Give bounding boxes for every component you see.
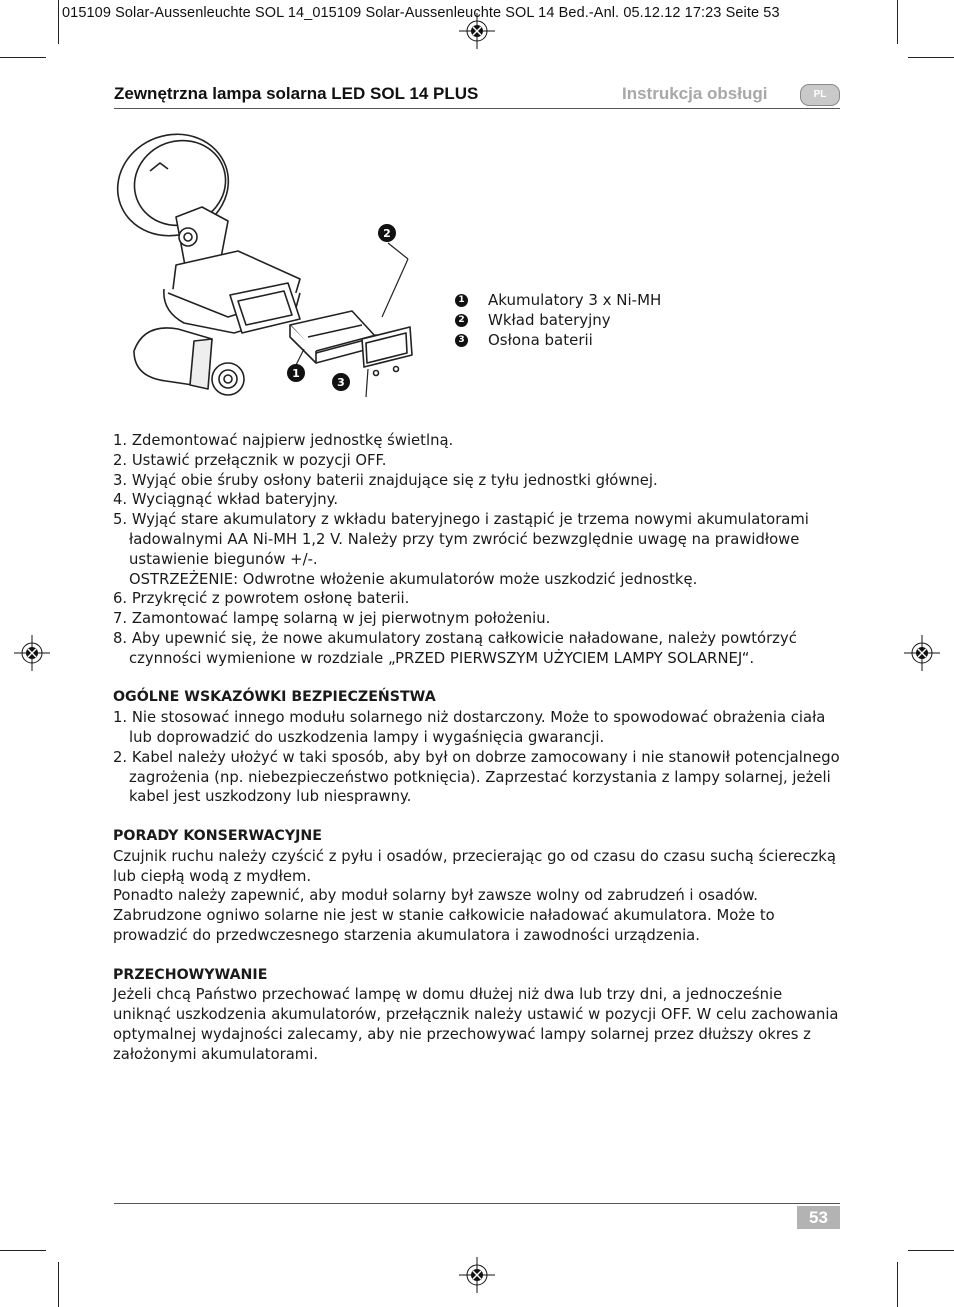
instruction-step: 5. Wyjąć stare akumulatory z wkładu bateryjnego i zastąpić je trzema nowymi akumulatorami ładowalnymi AA Ni-MH 1,2 V. Należy przy tym zwrócić bezwzględnie uwagę na prawidłowe ustawienie biegunów +/-.: [113, 511, 809, 568]
maintenance-paragraph: Czujnik ruchu należy czyścić z pyłu i osadów, przecierając go od czasu do czasu suchą ściereczką lub ciepłą wodą z mydłem.: [113, 847, 836, 885]
registration-mark-icon: [904, 635, 940, 671]
crop-mark: [908, 57, 954, 58]
page-number: 53: [797, 1206, 840, 1229]
section-heading-safety: OGÓLNE WSKAZÓWKI BEZPIECZEŃSTWA: [113, 689, 436, 706]
safety-item: 2. Kabel należy ułożyć w taki sposób, aby był on dobrze zamocowany i nie stanowił potencjalnego zagrożenia (np. niebezpieczeństwo potknięcia). Zaprzestać korzystania z lampy solarnej, jeżeli kabel jest uszkodzony lub niesprawny.: [113, 748, 840, 806]
crop-mark: [908, 1250, 954, 1251]
footer-rule: [114, 1203, 840, 1204]
instruction-step: 4. Wyciągnąć wkład bateryjny.: [113, 491, 339, 509]
section-heading-storage: PRZECHOWYWANIE: [113, 966, 268, 983]
legend-item: [455, 310, 661, 330]
safety-item: 1. Nie stosować innego modułu solarnego niż dostarczony. Może to spowodować obrażenia ciała lub doprowadzić do uszkodzenia lampy i wygaśnięcia gwarancji.: [113, 709, 826, 746]
crop-mark: [58, 1262, 59, 1307]
legend-item: [455, 290, 661, 310]
instruction-step: 1. Zdemontować najpierw jednostkę świetlną.: [113, 432, 454, 449]
section-heading-maintenance: PORADY KONSERWACYJNE: [113, 827, 322, 844]
callout-2: 2: [383, 227, 391, 240]
crop-mark: [897, 1262, 898, 1307]
crop-mark: [58, 0, 59, 44]
lamp-battery-illustration: [110, 125, 440, 410]
callout-3: 3: [337, 376, 345, 389]
registration-mark-icon: [459, 1257, 495, 1293]
crop-mark: [0, 1250, 46, 1251]
registration-mark-icon: [459, 13, 495, 49]
legend-label: Wkład bateryjny: [488, 311, 611, 329]
print-slug: 015109 Solar-Aussenleuchte SOL 14_015109 Solar-Aussenleuchte SOL 14 Bed.-Anl. 05.12.12 17:23 Seite 53: [62, 5, 780, 21]
instruction-step: 3. Wyjąć obie śruby osłony baterii znajdujące się z tyłu jednostki głównej.: [113, 471, 658, 489]
figure-legend: [455, 290, 661, 350]
callout-1: 1: [292, 367, 300, 380]
legend-label: Akumulatory 3 x Ni-MH: [488, 291, 662, 309]
legend-item: [455, 330, 661, 350]
legend-number: 2: [455, 314, 468, 327]
crop-mark: [0, 57, 46, 58]
document-title: Zewnętrzna lampa solarna LED SOL 14 PLUS: [114, 84, 479, 103]
instructions-body: [113, 431, 843, 1065]
storage-paragraph: Jeżeli chcą Państwo przechować lampę w domu dłużej niż dwa lub trzy dni, a jednocześnie uniknąć uszkodzenia akumulatorów, przełącznik należy ustawić w pozycji OFF. W celu zachowania optymalnej wydajności zalecamy, aby nie przechowywać lampy solarnej przez dłuższy okres z założonymi akumulatorami.: [113, 986, 839, 1063]
instruction-step: 7. Zamontować lampę solarną w jej pierwotnym położeniu.: [113, 610, 551, 628]
maintenance-paragraph: Ponadto należy zapewnić, aby moduł solarny był zawsze wolny od zabrudzeń i osadów. Zabrudzone ogniwo solarne nie jest w stanie całkowicie naładować akumulatora. Może to prowadzić do przedwczesnego starzenia akumulatora i zawodności urządzenia.: [113, 887, 775, 944]
warning-text: OSTRZEŻENIE: Odwrotne włożenie akumulatorów może uszkodzić jednostkę.: [129, 570, 698, 588]
instruction-step: 6. Przykręcić z powrotem osłonę baterii.: [113, 590, 410, 608]
crop-mark: [897, 0, 898, 44]
document-subtitle: Instrukcja obsługi: [622, 84, 768, 103]
legend-number: 3: [455, 334, 468, 347]
registration-mark-icon: [14, 635, 50, 671]
page-header: [114, 82, 840, 109]
callout-markers: [287, 224, 396, 391]
instruction-step: 2. Ustawić przełącznik w pozycji OFF.: [113, 451, 387, 469]
language-badge: PL: [800, 84, 840, 106]
legend-number: 1: [455, 294, 468, 307]
instruction-step: 8. Aby upewnić się, że nowe akumulatory zostaną całkowicie naładowane, należy powtórzyć czynności wymienione w rozdziale „PRZED PIERWSZYM UŻYCIEM LAMPY SOLARNEJ“.: [113, 629, 797, 667]
legend-label: Osłona baterii: [488, 331, 593, 349]
